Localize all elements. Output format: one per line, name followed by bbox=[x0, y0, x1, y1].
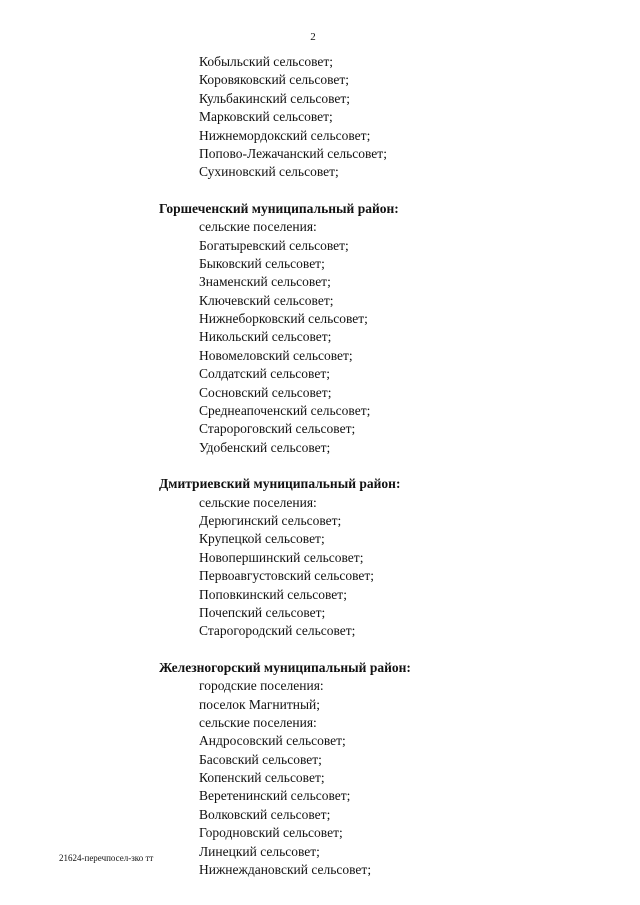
list-item: Почепский сельсовет; bbox=[199, 604, 326, 620]
section-heading: Дмитриевский муниципальный район: bbox=[159, 476, 401, 492]
list-item: Дерюгинский сельсовет; bbox=[199, 512, 342, 528]
list-item: Никольский сельсовет; bbox=[199, 329, 332, 345]
list-item: Ключевский сельсовет; bbox=[199, 292, 334, 308]
list-item: Кульбакинский сельсовет; bbox=[199, 90, 351, 106]
list-item: Богатыревский сельсовет; bbox=[199, 237, 349, 253]
section-heading: Горшеченский муниципальный район: bbox=[159, 200, 399, 216]
list-item: сельские поселения: bbox=[199, 219, 317, 235]
section-gap bbox=[0, 641, 640, 659]
list-item: Веретенинский сельсовет; bbox=[199, 788, 351, 804]
list-item: поселок Магнитный; bbox=[199, 696, 321, 712]
list-item: Сухиновский сельсовет; bbox=[199, 164, 339, 180]
list-item: Солдатский сельсовет; bbox=[199, 366, 330, 382]
list-item: Поповкинский сельсовет; bbox=[199, 586, 347, 602]
list-item: Линецкий сельсовет; bbox=[199, 843, 320, 859]
document-footer: 21624-перечпосел-зко тт bbox=[59, 853, 154, 863]
list-item: Знаменский сельсовет; bbox=[199, 274, 331, 290]
list-item: Копенский сельсовет; bbox=[199, 770, 325, 786]
list-item: Первоавгустовский сельсовет; bbox=[199, 568, 375, 584]
list-item: Новомеловский сельсовет; bbox=[199, 347, 353, 363]
document-body bbox=[0, 53, 640, 879]
list-item: Нижнемордокский сельсовет; bbox=[199, 127, 371, 143]
list-item: Волковский сельсовет; bbox=[199, 806, 331, 822]
section-continuation bbox=[0, 53, 640, 182]
list-item: Старогородский сельсовет; bbox=[199, 623, 356, 639]
list-item: Сосновский сельсовет; bbox=[199, 384, 332, 400]
list-item: Марковский сельсовет; bbox=[199, 109, 333, 125]
list-item: Удобенский сельсовет; bbox=[199, 439, 331, 455]
list-item: городские поселения: bbox=[199, 678, 324, 694]
list-item: Кобыльский сельсовет; bbox=[199, 54, 334, 69]
section-heading: Железногорский муниципальный район: bbox=[159, 659, 411, 675]
list-item: Нижнеборковский сельсовет; bbox=[199, 311, 368, 327]
list-item: сельские поселения: bbox=[199, 714, 317, 730]
section-gorshechensky bbox=[0, 200, 640, 457]
list-item: Среднеапоченский сельсовет; bbox=[199, 403, 371, 419]
section-gap bbox=[0, 182, 640, 200]
page-number: 2 bbox=[310, 31, 316, 43]
list-item: Андросовский сельсовет; bbox=[199, 733, 346, 749]
list-item: Городновский сельсовет; bbox=[199, 825, 343, 841]
list-item: Старороговский сельсовет; bbox=[199, 421, 356, 437]
list-item: Нижнеждановский сельсовет; bbox=[199, 862, 372, 878]
list-item: Новопершинский сельсовет; bbox=[199, 549, 364, 565]
list-item: Крупецкой сельсовет; bbox=[199, 531, 325, 547]
list-item: сельские поселения: bbox=[199, 494, 317, 510]
list-item: Быковский сельсовет; bbox=[199, 255, 325, 271]
list-item: Коровяковский сельсовет; bbox=[199, 72, 350, 88]
list-item: Басовский сельсовет; bbox=[199, 751, 322, 767]
section-gap bbox=[0, 457, 640, 475]
section-dmitrievsky bbox=[0, 475, 640, 641]
list-item: Попово-Лежачанский сельсовет; bbox=[199, 145, 387, 161]
section-zheleznogorsky bbox=[0, 659, 640, 880]
